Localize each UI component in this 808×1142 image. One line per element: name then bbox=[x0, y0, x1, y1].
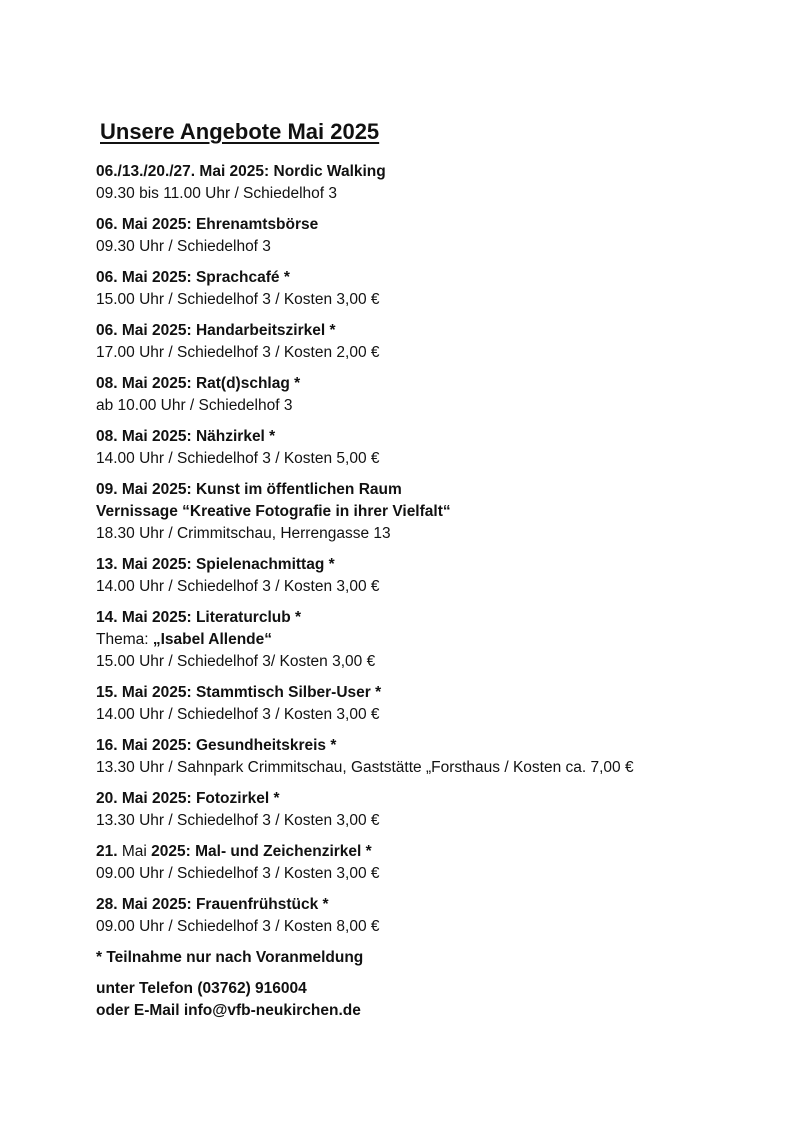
event-details: 17.00 Uhr / Schiedelhof 3 / Kosten 2,00 € bbox=[96, 344, 380, 361]
event-item bbox=[96, 426, 776, 470]
event-details: 14.00 Uhr / Schiedelhof 3 / Kosten 3,00 € bbox=[96, 706, 380, 723]
event-item bbox=[96, 479, 776, 545]
event-item bbox=[96, 894, 776, 938]
document-content bbox=[96, 117, 776, 1022]
event-details: 09.30 bis 11.00 Uhr / Schiedelhof 3 bbox=[96, 185, 337, 202]
event-heading: 15. Mai 2025: Stammtisch Silber-User * bbox=[96, 684, 382, 701]
event-item bbox=[96, 320, 776, 364]
event-item bbox=[96, 214, 776, 258]
event-details: 09.00 Uhr / Schiedelhof 3 / Kosten 8,00 € bbox=[96, 918, 380, 935]
event-details: ab 10.00 Uhr / Schiedelhof 3 bbox=[96, 397, 293, 414]
event-heading: 08. Mai 2025: Nähzirkel * bbox=[96, 428, 276, 445]
event-item bbox=[96, 788, 776, 832]
event-details: 15.00 Uhr / Schiedelhof 3 / Kosten 3,00 € bbox=[96, 291, 380, 308]
event-details: 09.00 Uhr / Schiedelhof 3 / Kosten 3,00 € bbox=[96, 865, 380, 882]
event-heading: 08. Mai 2025: Rat(d)schlag * bbox=[96, 375, 301, 392]
event-theme-label: Thema: bbox=[96, 631, 153, 648]
event-details: 15.00 Uhr / Schiedelhof 3/ Kosten 3,00 € bbox=[96, 653, 376, 670]
event-heading: 28. Mai 2025: Frauenfrühstück * bbox=[96, 896, 329, 913]
event-heading: 06. Mai 2025: Sprachcafé * bbox=[96, 269, 290, 286]
event-theme-value: „Isabel Allende“ bbox=[152, 631, 273, 648]
registration-note: * Teilnahme nur nach Voranmeldung bbox=[96, 949, 364, 966]
event-details: 13.30 Uhr / Schiedelhof 3 / Kosten 3,00 € bbox=[96, 812, 380, 829]
event-details: 18.30 Uhr / Crimmitschau, Herrengasse 13 bbox=[96, 525, 391, 542]
event-heading-title: 2025: Mal- und Zeichenzirkel * bbox=[151, 843, 372, 860]
contact-block bbox=[96, 978, 776, 1022]
page-title: Unsere Angebote Mai 2025 bbox=[100, 119, 380, 144]
event-heading: 14. Mai 2025: Literaturclub * bbox=[96, 609, 302, 626]
event-details: 14.00 Uhr / Schiedelhof 3 / Kosten 3,00 € bbox=[96, 578, 380, 595]
contact-phone: unter Telefon (03762) 916004 bbox=[96, 980, 307, 997]
event-heading bbox=[96, 841, 776, 863]
contact-email: oder E-Mail info@vfb-neukirchen.de bbox=[96, 1002, 361, 1019]
event-details: 14.00 Uhr / Schiedelhof 3 / Kosten 5,00 € bbox=[96, 450, 380, 467]
event-heading-month: Mai bbox=[117, 843, 152, 860]
event-item bbox=[96, 554, 776, 598]
event-heading: 13. Mai 2025: Spielenachmittag * bbox=[96, 556, 335, 573]
event-item bbox=[96, 735, 776, 779]
event-item bbox=[96, 373, 776, 417]
event-item bbox=[96, 267, 776, 311]
event-heading: 06. Mai 2025: Handarbeitszirkel * bbox=[96, 322, 336, 339]
event-subheading: Vernissage “Kreative Fotografie in ihrer Vielfalt“ bbox=[96, 503, 451, 520]
event-heading: 16. Mai 2025: Gesundheitskreis * bbox=[96, 737, 337, 754]
event-item bbox=[96, 161, 776, 205]
event-heading: 06./13./20./27. Mai 2025: Nordic Walking bbox=[96, 163, 386, 180]
event-details: 09.30 Uhr / Schiedelhof 3 bbox=[96, 238, 271, 255]
event-heading: 20. Mai 2025: Fotozirkel * bbox=[96, 790, 280, 807]
event-item bbox=[96, 841, 776, 885]
event-heading-date: 21. bbox=[96, 843, 118, 860]
event-item bbox=[96, 607, 776, 673]
event-theme bbox=[96, 629, 776, 651]
event-heading: 06. Mai 2025: Ehrenamtsbörse bbox=[96, 216, 319, 233]
event-details: 13.30 Uhr / Sahnpark Crimmitschau, Gaststätte „Forsthaus / Kosten ca. 7,00 € bbox=[96, 759, 634, 776]
event-heading: 09. Mai 2025: Kunst im öffentlichen Raum bbox=[96, 481, 402, 498]
event-item bbox=[96, 682, 776, 726]
